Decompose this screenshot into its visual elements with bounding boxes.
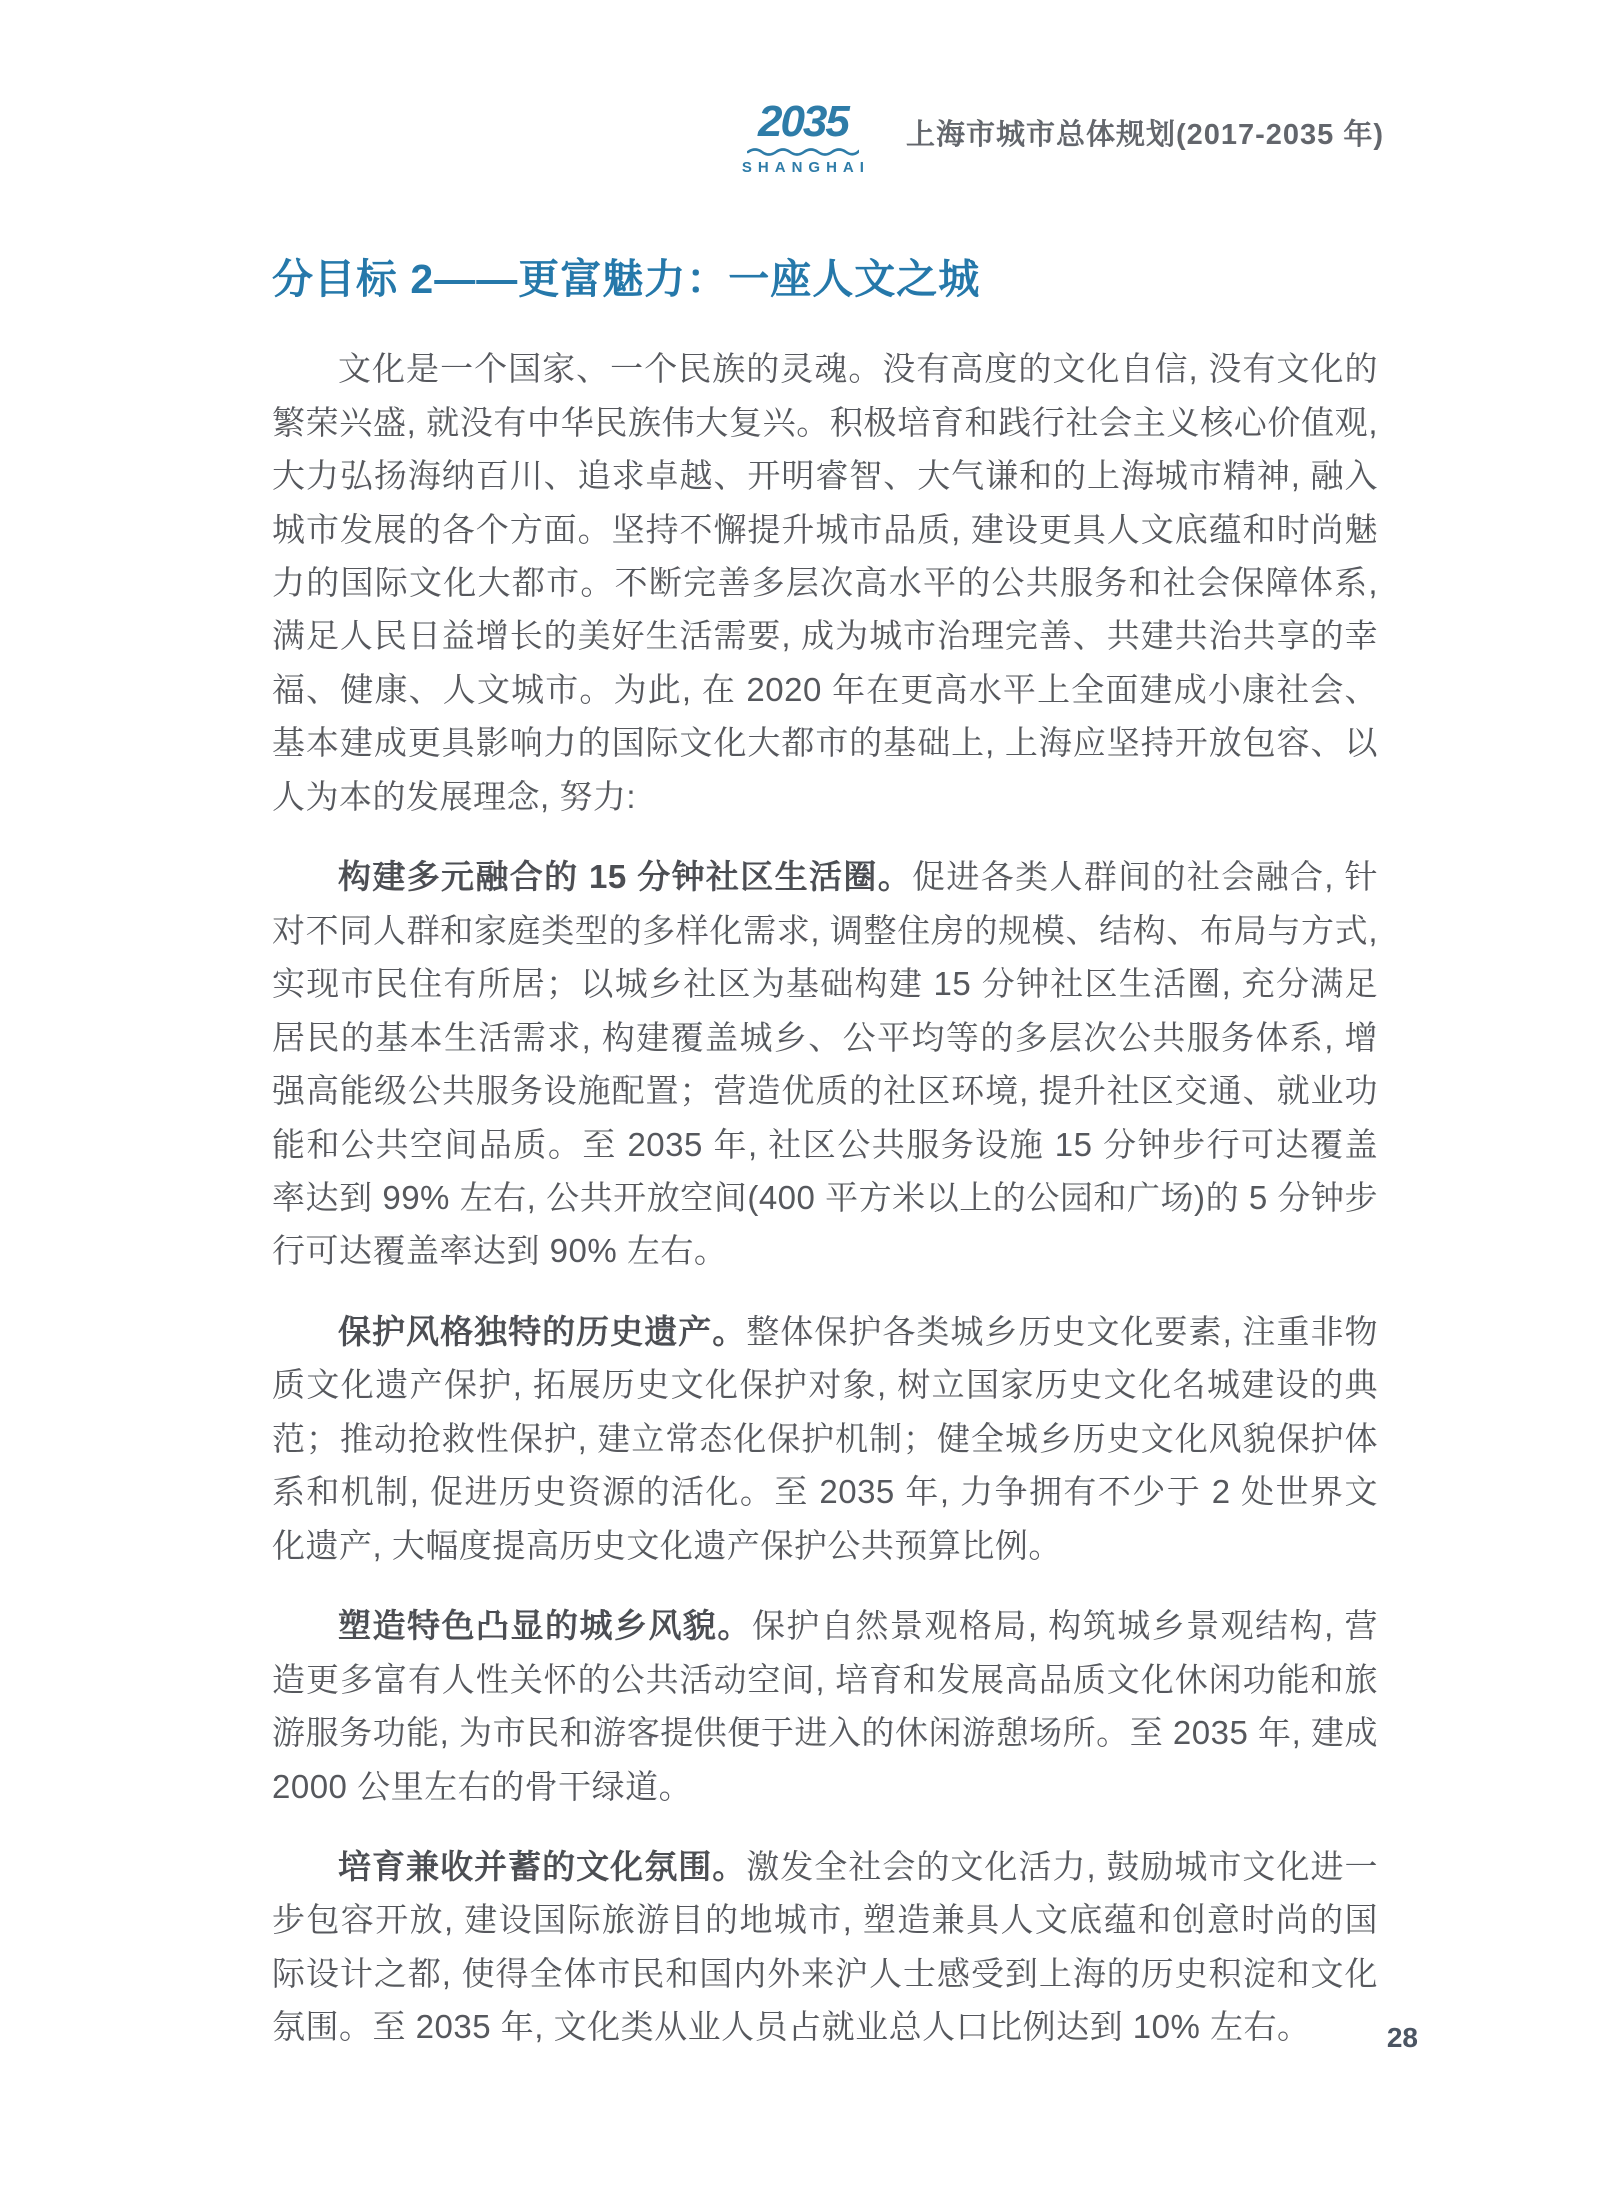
paragraph-heritage (272, 1305, 1378, 1572)
paragraph-text: 保护自然景观格局, 构筑城乡景观结构, 营造更多富有人性关怀的公共活动空间, 培育和发展高品质文化休闲功能和旅游服务功能, 为市民和游客提供便于进入的休闲游憩场所。至 2035 年, 建成 2000 公里左右的骨干绿道。 (272, 1607, 1378, 1805)
paragraph-intro (272, 342, 1378, 823)
logo-wave-icon (747, 146, 859, 156)
logo-city-text: SHANGHAI (741, 159, 870, 176)
paragraph-text: 促进各类人群间的社会融合, 针对不同人群和家庭类型的多样化需求, 调整住房的规模、结构、布局与方式, 实现市民住有所居；以城乡社区为基础构建 15 分钟社区生活圈, 充分满足居民的基本生活需求, 构建覆盖城乡、公平均等的多层次公共服务体系, 增强高能级公共服务设施配置；营造优质的社区环境, 提升社区交通、就业功能和公共空间品质。至 2035 年, 社区公共服务设施 15 分钟步行可达覆盖率达到 99% 左右, 公共开放空间(400 平方米以上的公园和广场)的 5 分钟步行可达覆盖率达到 90% 左右。 (272, 858, 1378, 1270)
paragraph-culture (272, 1840, 1378, 2054)
paragraph-text: 激发全社会的文化活力, 鼓励城市文化进一步包容开放, 建设国际旅游目的地城市, 塑造兼具人文底蕴和创意时尚的国际设计之都, 使得全体市民和国内外来沪人士感受到上海的历史积淀和文化氛围。至 2035 年, 文化类从业人员占就业总人口比例达到 10% 左右。 (272, 1847, 1378, 2046)
logo-year-text: 2035 (757, 97, 848, 146)
paragraph-text: 整体保护各类城乡历史文化要素, 注重非物质文化遗产保护, 拓展历史文化保护对象, 树立国家历史文化名城建设的典范；推动抢救性保护, 建立常态化保护机制；健全城乡历史文化风貌保护体系和机制, 促进历史资源的活化。至 2035 年, 力争拥有不少于 2 处世界文化遗产, 大幅度提高历史文化遗产保护公共预算比例。 (272, 1312, 1378, 1564)
document-title: 上海市城市总体规划(2017-2035 年) (905, 119, 1384, 151)
paragraph-landscape (272, 1599, 1378, 1813)
page-header (0, 0, 1614, 175)
shanghai-2035-logo (736, 97, 870, 176)
paragraph-community-circle (272, 850, 1378, 1278)
page-content (0, 255, 1614, 2054)
paragraph-lead: 塑造特色凸显的城乡风貌。 (338, 1607, 752, 1645)
section-heading: 分目标 2——更富魅力：一座人文之城 (272, 256, 981, 302)
paragraph-lead: 保护风格独特的历史遗产。 (338, 1312, 747, 1350)
paragraph-lead: 培育兼收并蓄的文化氛围。 (338, 1847, 747, 1885)
paragraph-lead: 构建多元融合的 15 分钟社区生活圈。 (338, 858, 913, 896)
paragraph-text: 文化是一个国家、一个民族的灵魂。没有高度的文化自信, 没有文化的繁荣兴盛, 就没有中华民族伟大复兴。积极培育和践行社会主义核心价值观, 大力弘扬海纳百川、追求卓越、开明睿智、大气谦和的上海城市精神, 融入城市发展的各个方面。坚持不懈提升城市品质, 建设更具人文底蕴和时尚魅力的国际文化大都市。不断完善多层次高水平的公共服务和社会保障体系, 满足人民日益增长的美好生活需要, 成为城市治理完善、共建共治共享的幸福、健康、人文城市。为此, 在 2020 年在更高水平上全面建成小康社会、基本建成更具影响力的国际文化大都市的基础上, 上海应坚持开放包容、以人为本的发展理念, 努力: (272, 350, 1378, 815)
page-number: 28 (1386, 2022, 1418, 2053)
